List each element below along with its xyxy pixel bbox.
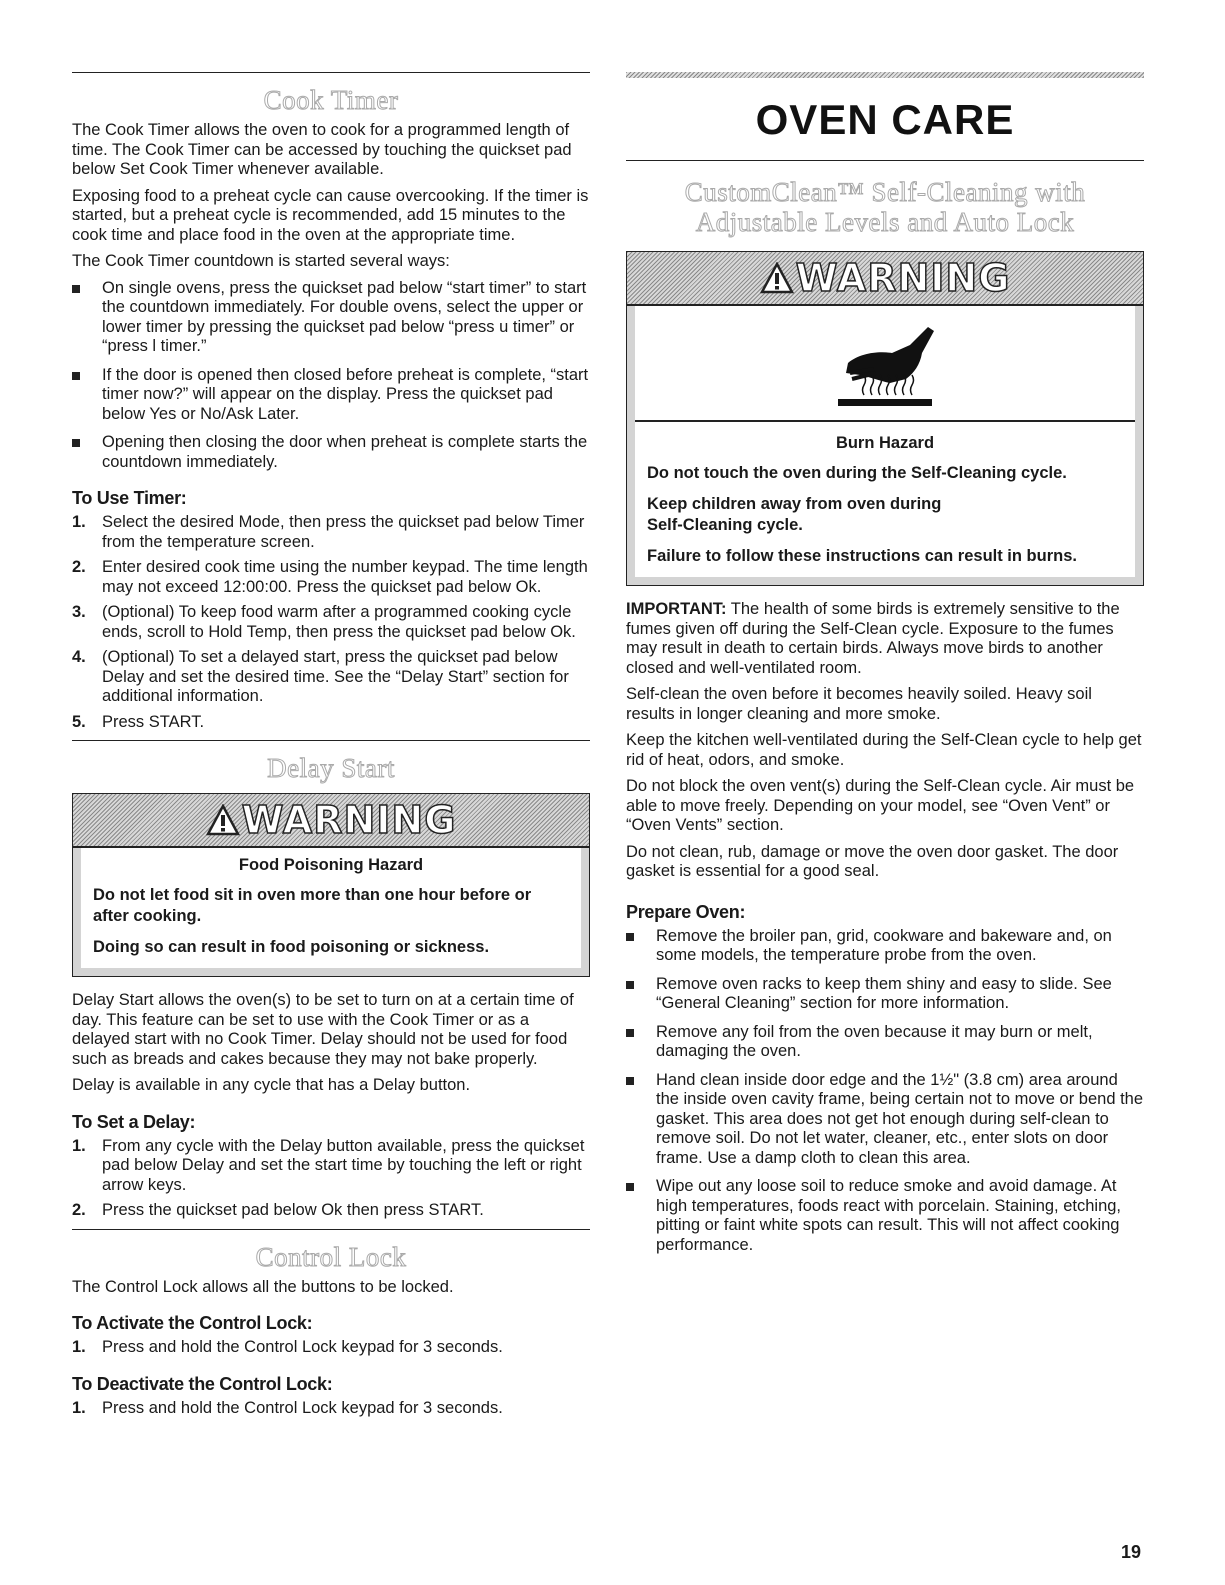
- cook-timer-paragraph: The Cook Timer countdown is started several ways:: [72, 252, 450, 270]
- deactivate-lock-steps: [72, 1399, 590, 1419]
- set-delay-steps: [72, 1137, 590, 1221]
- warning-body: [73, 848, 589, 976]
- set-delay-heading: To Set a Delay:: [72, 1111, 196, 1132]
- warning-text: Do not let food sit in oven more than one hour before or after cooking.: [93, 886, 532, 925]
- list-item: 2. Press the quickset pad below Ok then press START.: [72, 1201, 484, 1219]
- oven-care-paragraph: Keep the kitchen well-ventilated during the Self-Clean cycle to help get rid of heat, odors, and smoke.: [626, 731, 1142, 769]
- left-column: [72, 72, 590, 1424]
- bullet-square-icon: [626, 1077, 634, 1085]
- list-item: Wipe out any loose soil to reduce smoke and avoid damage. At high temperatures, foods react with porcelain. Staining, etching, pitting or faint white spots can result. This will not affect cooking performance.: [626, 1177, 1144, 1255]
- list-item: 1. From any cycle with the Delay button available, press the quickset pad below Delay and set the start time by touching the left or right arrow keys.: [72, 1136, 585, 1194]
- bullet-square-icon: [72, 285, 80, 293]
- self-clean-subtitle: CustomClean™ Self-Cleaning with: [684, 177, 1086, 207]
- list-item: 2. Enter desired cook time using the number keypad. The time length may not exceed 12:00:00. Press the quickset pad below Ok.: [72, 558, 588, 596]
- oven-care-paragraph: Do not clean, rub, damage or move the oven door gasket. The door gasket is essential for a good seal.: [626, 842, 1119, 880]
- use-timer-heading: To Use Timer:: [72, 488, 187, 508]
- list-item: 5. Press START.: [72, 712, 205, 731]
- list-item: Hand clean inside door edge and the 1½" (3.8 cm) area around the inside oven cavity frame, being certain not to move or bend the gasket. This area does not get hot enough during self-clean to remove soil. Do not let water, cleaner, etc., enter slots on door frame. Use a damp cloth to clean this area.: [626, 1071, 1144, 1169]
- warning-text: Failure to follow these instructions can result in burns.: [647, 547, 1077, 565]
- list-item: On single ovens, press the quickset pad below “start timer” to start the countdown immediately. For double ovens, select the upper or lower timer by pressing the quickset pad below “press u timer” or “press l timer.”: [72, 279, 590, 357]
- list-item: Remove any foil from the oven because it may burn or melt, damaging the oven.: [626, 1023, 1144, 1062]
- food-poisoning-warning-box: [72, 793, 590, 977]
- section-rule: [72, 740, 590, 741]
- oven-care-paragraph: Do not block the oven vent(s) during the Self-Clean cycle. Air must be able to move freely. Depending on your model, see “Oven Vent” or “Oven Vents” section.: [626, 777, 1135, 834]
- bullet-square-icon: [626, 1029, 634, 1037]
- section-rule: [626, 160, 1144, 161]
- hot-surface-hand-icon: [830, 323, 940, 409]
- bullet-square-icon: [626, 933, 634, 941]
- warning-header: [73, 794, 589, 848]
- use-timer-steps: [72, 513, 590, 732]
- list-item: 1. Press and hold the Control Lock keypad for 3 seconds.: [72, 1398, 503, 1417]
- list-item: 1. Select the desired Mode, then press the quickset pad below Timer from the temperature screen.: [72, 513, 585, 551]
- control-lock-title: Control Lock: [255, 1241, 407, 1272]
- activate-lock-steps: [72, 1338, 590, 1358]
- control-lock-paragraph: The Control Lock allows all the buttons to be locked.: [72, 1277, 454, 1296]
- list-item: Opening then closing the door when preheat is complete starts the countdown immediately.: [72, 433, 590, 472]
- hazard-title: Food Poisoning Hazard: [238, 856, 424, 874]
- cook-timer-paragraph: Exposing food to a preheat cycle can cause overcooking. If the timer is started, but a preheat cycle is recommended, add 15 minutes to the cook time and place food in the oven at the appropriate time.: [72, 186, 589, 244]
- delay-start-title: Delay Start: [267, 753, 395, 783]
- bullet-square-icon: [626, 1183, 634, 1191]
- cook-timer-bullet-list: [72, 279, 590, 473]
- hazard-title: Burn Hazard: [835, 434, 935, 452]
- prepare-oven-heading: Prepare Oven:: [626, 901, 746, 922]
- activate-lock-heading: To Activate the Control Lock:: [72, 1313, 313, 1333]
- oven-care-title: OVEN CARE: [755, 96, 1015, 143]
- cook-timer-paragraph: The Cook Timer allows the oven to cook for a programmed length of time. The Cook Timer can be accessed by touching the quickset pad below Set Cook Timer whenever available.: [72, 121, 572, 178]
- warning-triangle-icon: [760, 262, 794, 294]
- section-rule-hatched: [626, 72, 1144, 78]
- self-clean-subtitle: Adjustable Levels and Auto Lock: [695, 207, 1075, 237]
- warning-triangle-icon: [206, 804, 240, 836]
- burn-hazard-warning-box: [626, 251, 1144, 586]
- important-label: IMPORTANT:: [626, 600, 727, 618]
- bullet-square-icon: [72, 372, 80, 380]
- delay-paragraph: Delay is available in any cycle that has a Delay button.: [72, 1076, 471, 1094]
- list-item: Remove the broiler pan, grid, cookware and bakeware and, on some models, the temperature probe from the oven.: [626, 927, 1144, 966]
- page-number: 19: [1120, 1542, 1141, 1562]
- important-paragraph: IMPORTANT: The health of some birds is extremely sensitive to the fumes given off during the Self-Clean cycle. Exposure to the fumes may result in death to certain birds. Always move birds to another closed and well-ventilated room.: [626, 600, 1120, 677]
- bullet-square-icon: [626, 981, 634, 989]
- list-item: 3. (Optional) To keep food warm after a programmed cooking cycle ends, scroll to Hold Temp, then press the quickset pad below Ok.: [72, 603, 576, 641]
- right-column: [626, 72, 1144, 1264]
- list-item: Remove oven racks to keep them shiny and easy to slide. See “General Cleaning” section for more information.: [626, 975, 1144, 1014]
- section-rule: [72, 1229, 590, 1230]
- deactivate-lock-heading: To Deactivate the Control Lock:: [72, 1373, 333, 1394]
- prepare-oven-bullet-list: [626, 927, 1144, 1256]
- warning-text: Keep children away from oven during Self-Cleaning cycle.: [647, 495, 942, 534]
- warning-label: WARNING: [241, 798, 457, 842]
- list-item: 1. Press and hold the Control Lock keypad for 3 seconds.: [72, 1338, 503, 1356]
- oven-care-paragraph: Self-clean the oven before it becomes heavily soiled. Heavy soil results in longer cleaning and more smoke.: [626, 685, 1092, 723]
- burn-hazard-pictogram: [635, 312, 1135, 422]
- warning-body: [627, 306, 1143, 585]
- delay-paragraph: Delay Start allows the oven(s) to be set to turn on at a certain time of day. This feature can be set to use with the Cook Timer or as a delayed start with no Cook Timer. Delay should not be used for food such as breads and cakes because they may not bake properly.: [72, 991, 574, 1068]
- warning-label: WARNING: [795, 256, 1011, 300]
- warning-text: Doing so can result in food poisoning or sickness.: [93, 938, 490, 956]
- section-rule: [72, 72, 590, 73]
- bullet-square-icon: [72, 439, 80, 447]
- cook-timer-title: Cook Timer: [263, 85, 399, 115]
- list-item: If the door is opened then closed before preheat is complete, “start timer now?” will appear on the display. Press the quickset pad below Yes or No/Ask Later.: [72, 366, 590, 425]
- warning-text: Do not touch the oven during the Self-Cleaning cycle.: [647, 464, 1067, 482]
- list-item: 4. (Optional) To set a delayed start, press the quickset pad below Delay and set the desired time. See the “Delay Start” section for additional information.: [72, 648, 569, 705]
- warning-header: [627, 252, 1143, 306]
